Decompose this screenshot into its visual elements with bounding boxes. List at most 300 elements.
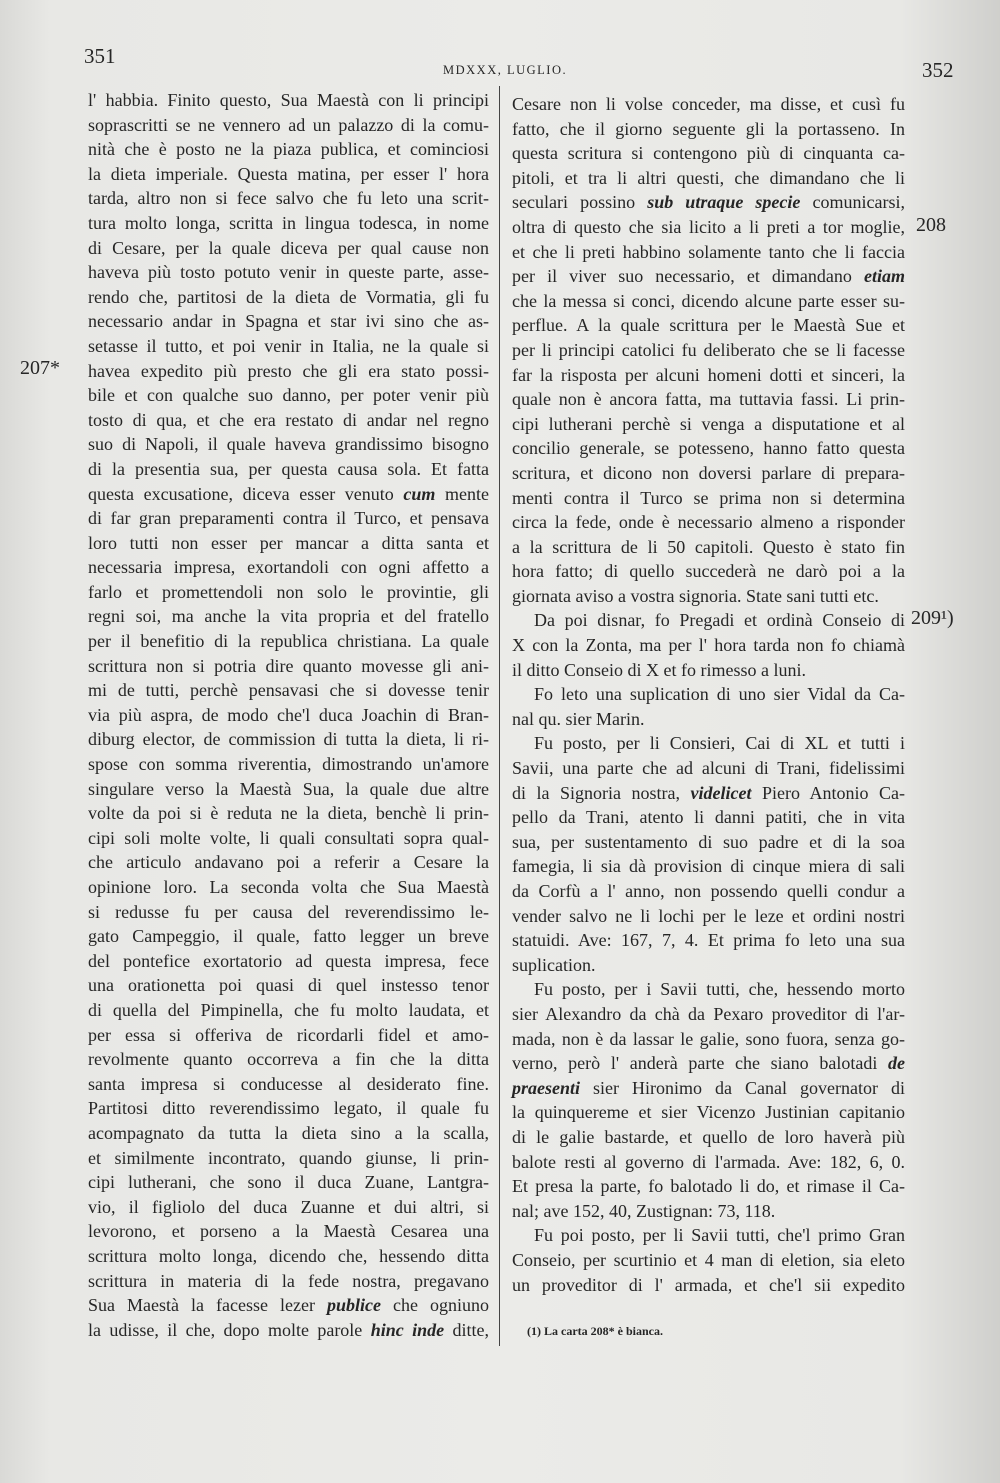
- text-line: [512, 1076, 905, 1101]
- text-line: [88, 826, 489, 851]
- text-line: [512, 1223, 905, 1248]
- text-run: Et presa la parte, fo balotado li do, et rimase il Ca-: [512, 1176, 905, 1197]
- line-text: [88, 1172, 489, 1192]
- text-line: [88, 1293, 489, 1318]
- text-run: verno, però l' anderà parte che siano balotadi: [512, 1053, 888, 1074]
- text-run: Fu poi posto, per li Savii tutti, che'l primo Gran: [534, 1225, 905, 1246]
- text-run: nal; ave 152, 40, Zustignan: 73, 118.: [512, 1200, 776, 1221]
- text-run: circa la fede, onde è necessario almeno a risponder: [512, 512, 905, 533]
- text-line: [88, 506, 489, 531]
- line-text: [88, 115, 489, 135]
- line-text: [512, 709, 644, 729]
- text-line: [512, 1273, 905, 1298]
- text-run: cipi lutherani, che sono il duca Zuane, Lantgra-: [88, 1172, 489, 1193]
- text-line: [88, 1096, 489, 1121]
- text-run: balote resti al governo di l'armada. Ave: 182, 6, 0.: [512, 1151, 905, 1172]
- text-line: [88, 703, 489, 728]
- text-run: et che li preti habbino solamente tanto che li faccia: [512, 241, 905, 262]
- column-divider: [499, 86, 500, 1346]
- line-text: [512, 1176, 905, 1196]
- line-text: [88, 902, 489, 922]
- text-line: [512, 559, 905, 584]
- text-line: [512, 215, 905, 240]
- text-run: menti contra il Turco se prima non si determina: [512, 487, 905, 508]
- text-line: [88, 1318, 489, 1343]
- line-text: [512, 463, 905, 483]
- text-run: scrittura non si potria dire quanto movesse gli ani-: [88, 655, 489, 676]
- text-run: rendo che, partitosi de la dieta de Vormatia, gli fu: [88, 286, 489, 307]
- text-run: diburg elector, de commission di tutta la dieta, li ri-: [88, 729, 489, 750]
- text-run: nal qu. sier Marin.: [512, 708, 645, 729]
- line-text: [88, 90, 489, 110]
- text-line: [512, 92, 905, 117]
- line-text: [512, 758, 905, 778]
- text-run: tarda, altro non si fece salvo che fu leto una scrit-: [88, 188, 489, 209]
- text-line: [88, 900, 489, 925]
- line-text: [88, 631, 489, 651]
- line-text: [88, 533, 489, 553]
- text-run: perflue. A la quale scrittura per le Maestà Sue et: [512, 315, 905, 336]
- text-run: giornata aviso a vostra signoria. State sani tutti etc.: [512, 585, 879, 606]
- text-run: del pontefice exortatorio ad questa impresa, fece: [88, 950, 489, 971]
- text-run: opinione loro. La seconda volta che Sua Maestà: [88, 877, 489, 897]
- text-run: levorono, et porseno a la Maestà Cesarea una: [88, 1221, 489, 1242]
- line-text: [512, 168, 905, 188]
- line-text: [88, 926, 489, 946]
- text-run: necessaria impresa, exortandoli con ogni affetto a: [88, 557, 489, 578]
- text-run: la udisse, il che, dopo molte parole: [88, 1319, 371, 1340]
- text-line: [88, 408, 489, 433]
- text-run: Piero Antonio Ca-: [751, 782, 905, 803]
- text-run: suplication.: [512, 954, 596, 975]
- line-text: [512, 1053, 905, 1073]
- text-line: [88, 482, 489, 507]
- line-text: [88, 1148, 489, 1168]
- line-text: [88, 828, 489, 848]
- line-text: [88, 680, 489, 700]
- line-text: [88, 606, 489, 626]
- text-line: [512, 953, 905, 978]
- line-text: [512, 217, 905, 237]
- line-text: [512, 315, 905, 335]
- text-line: [512, 781, 905, 806]
- line-text: [88, 1025, 489, 1045]
- paragraph: [512, 608, 905, 682]
- text-run: setasse il tutto, et poi venir in Italia, ne la quale si: [88, 335, 489, 356]
- line-text: [512, 783, 905, 803]
- text-run: necessario andar in Spagna et star ivi sino che as-: [88, 311, 489, 332]
- text-line: [88, 162, 489, 187]
- text-run: famegia, li sia dà provision di cinque miera di sali: [512, 856, 905, 877]
- text-line: [512, 461, 905, 486]
- text-run: per essa si offeriva de ricordarli fidel et amo-: [88, 1024, 489, 1045]
- text-line: [512, 928, 905, 953]
- line-text: [534, 610, 905, 630]
- text-run: di Cesare, per la quale diceva per qual cause non: [88, 237, 489, 258]
- line-text: [512, 1004, 905, 1024]
- line-text: [512, 1250, 905, 1270]
- text-run: comunicarsi,: [800, 192, 905, 213]
- text-run: sier Hironimo da Canal governator di: [580, 1077, 905, 1098]
- text-run: loro tutti non esser per mancar a ditta santa et: [88, 532, 489, 553]
- text-line: [512, 707, 905, 732]
- text-line: [512, 486, 905, 511]
- text-line: [88, 555, 489, 580]
- running-head: MDXXX, LUGLIO.: [443, 63, 568, 77]
- line-text: [512, 242, 905, 262]
- text-line: [88, 727, 489, 752]
- text-line: [512, 510, 905, 535]
- line-text: [88, 656, 489, 676]
- line-text: [512, 561, 905, 581]
- right-text-column: [512, 92, 905, 1297]
- text-line: [88, 211, 489, 236]
- text-run: di quella del Pimpinella, che fu molto laudata, et: [88, 999, 489, 1020]
- text-run: tura molto longa, scritta in lingua todesca, in nome: [88, 212, 489, 233]
- text-line: [512, 1199, 905, 1224]
- line-text: [88, 852, 489, 872]
- text-line: [88, 334, 489, 359]
- text-run: questa excusatione, diceva esser venuto: [88, 483, 404, 504]
- text-line: [88, 580, 489, 605]
- text-line: [512, 117, 905, 142]
- text-line: [512, 289, 905, 314]
- line-text: [88, 1320, 489, 1340]
- footnote: (1) La carta 208* è bianca.: [527, 1324, 663, 1338]
- text-run: la dieta imperiale. Questa matina, per esser l' hora: [88, 163, 489, 184]
- paragraph: [512, 1223, 905, 1297]
- line-text: [512, 438, 905, 458]
- italic-text: hinc inde: [370, 1319, 445, 1340]
- line-text: [534, 1225, 905, 1245]
- text-line: [88, 1170, 489, 1195]
- text-line: [88, 752, 489, 777]
- line-text: [512, 512, 905, 532]
- text-line: [88, 236, 489, 261]
- line-text: [88, 164, 489, 184]
- text-run: che ogniuno: [380, 1295, 489, 1316]
- left-text-column: [88, 88, 489, 1342]
- line-text: [88, 311, 489, 331]
- line-text: [88, 1000, 489, 1020]
- text-run: di la Signoria nostra,: [512, 782, 691, 803]
- text-run: bile et con qualche suo danno, per poter venir più: [88, 385, 489, 406]
- text-run: vio, il figliolo del duca Zuanne et dui altri, si: [88, 1196, 489, 1217]
- text-line: [512, 313, 905, 338]
- text-line: [88, 432, 489, 457]
- text-line: [88, 850, 489, 875]
- line-text: [534, 733, 905, 753]
- text-line: [88, 309, 489, 334]
- text-run: Da poi disnar, fo Pregadi et ordinà Conseio di: [534, 610, 905, 631]
- line-text: [88, 705, 489, 725]
- text-line: [512, 584, 905, 609]
- text-run: che articulo andavano poi a referir a Cesare la: [88, 852, 489, 873]
- text-line: [88, 260, 489, 285]
- text-run: revolmente quanto occorreva a fin che la ditta: [88, 1049, 489, 1070]
- line-text: [512, 414, 905, 434]
- text-run: spose con somma riverentia, dimostrando un'amore: [88, 754, 489, 775]
- line-text: [512, 832, 905, 852]
- text-run: Fo leto una suplication di uno sier Vidal da Ca-: [534, 684, 905, 705]
- line-text: [512, 1201, 775, 1221]
- text-run: gato Campeggio, il quale, fatto legger un breve: [88, 926, 489, 947]
- line-text: [88, 262, 489, 282]
- text-run: acompagnato da tutta la dieta sino a la scalla,: [88, 1122, 489, 1143]
- text-line: [512, 731, 905, 756]
- line-text: [512, 119, 905, 139]
- text-run: soprascritti se ne vennero ad un palazzo di la comu-: [88, 114, 489, 135]
- text-line: [88, 88, 489, 113]
- line-text: [88, 1098, 489, 1118]
- text-run: vender salvo ne li lochi per le leze et ordini nostri: [512, 905, 905, 926]
- line-text: [88, 484, 489, 504]
- text-run: regni soi, ma anche la vita propria et del fratello: [88, 606, 489, 627]
- line-text: [88, 1197, 489, 1217]
- line-text: [88, 877, 489, 897]
- text-line: [512, 338, 905, 363]
- text-run: et similmente incontrato, quando giunse, li prin-: [88, 1147, 489, 1168]
- line-text: [512, 488, 905, 508]
- text-run: Savii, una parte che ad alcuni di Trani, fidelissimi: [512, 758, 905, 779]
- text-line: [512, 412, 905, 437]
- line-text: [88, 238, 489, 258]
- text-line: [512, 1248, 905, 1273]
- text-run: Conseio, per scurtinio et 4 man di eletion, sia eleto: [512, 1249, 905, 1270]
- text-run: a la scrittura de li 50 capitoli. Questo è stato fin: [512, 536, 905, 557]
- line-text: [88, 410, 489, 430]
- text-run: Fu posto, per li Consieri, Cai di XL et tutti i: [534, 733, 905, 754]
- text-run: che la messa si conci, dicendo alcune parte esser su-: [512, 290, 905, 311]
- text-line: [512, 264, 905, 289]
- line-text: [88, 361, 489, 381]
- text-run: per il benefitio di la republica christiana. La quale: [88, 631, 489, 652]
- line-text: [534, 979, 905, 999]
- text-run: scrittura molto longa, dicendo che, hessendo ditta: [88, 1245, 489, 1266]
- text-run: volte da poi si è reduta ne la dieta, benchè li prin-: [88, 803, 489, 824]
- text-line: [88, 1269, 489, 1294]
- text-run: sier Alexandro da chà da Pexaro proveditor di l'ar-: [512, 1003, 905, 1024]
- text-line: [88, 973, 489, 998]
- text-line: [88, 359, 489, 384]
- text-run: una orationetta poi quasi di quel instesso tenor: [88, 975, 489, 996]
- text-run: di le galie bastarde, et quello de loro haverà più: [512, 1126, 905, 1147]
- line-text: [88, 557, 489, 577]
- line-text: [88, 1074, 489, 1094]
- text-line: [88, 531, 489, 556]
- paragraph: [512, 731, 905, 977]
- text-line: [88, 1146, 489, 1171]
- line-text: [88, 434, 489, 454]
- text-line: [88, 1195, 489, 1220]
- text-line: [88, 457, 489, 482]
- paragraph: [512, 92, 905, 608]
- text-run: singulare verso la Maestà Sua, la quale due altre: [88, 778, 489, 799]
- text-run: ditte,: [444, 1319, 490, 1340]
- text-line: [88, 801, 489, 826]
- line-text: [88, 385, 489, 405]
- text-line: [512, 658, 905, 683]
- text-run: Cesare non li volse conceder, ma disse, et cusì fu: [512, 94, 905, 114]
- text-line: [512, 1002, 905, 1027]
- text-run: suo di Napoli, il quale haveva grandissimo bisogno: [88, 434, 489, 455]
- text-line: [512, 805, 905, 830]
- text-run: havea expedito più presto che gli era stato possi-: [88, 360, 489, 381]
- text-line: [512, 190, 905, 215]
- text-line: [88, 1047, 489, 1072]
- line-text: [512, 930, 905, 950]
- text-run: quale non è ancora fatta, ma tuttavia fassi. Li prin-: [512, 389, 905, 410]
- text-line: [88, 949, 489, 974]
- line-text: [88, 508, 489, 528]
- text-run: oltra di questo che sia licito a li preti a tor moglie,: [512, 216, 905, 237]
- line-text: [88, 1123, 489, 1143]
- line-text: [512, 635, 905, 655]
- text-line: [512, 1150, 905, 1175]
- text-line: [512, 436, 905, 461]
- line-text: [512, 881, 905, 901]
- text-line: [88, 113, 489, 138]
- text-run: il ditto Conseio di X et fo rimesso a luni.: [512, 659, 806, 680]
- line-text: [512, 1078, 905, 1098]
- paragraph: [88, 88, 489, 1342]
- italic-text: praesenti: [512, 1077, 581, 1098]
- text-line: [512, 854, 905, 879]
- text-line: [88, 678, 489, 703]
- line-text: [88, 1271, 489, 1291]
- text-run: un proveditor di l' armada, et che'l sii expedito: [512, 1274, 905, 1295]
- margin-note-right: 208: [916, 214, 946, 236]
- text-line: [512, 363, 905, 388]
- text-run: scritura, et dicono non doversi parlare di prepara-: [512, 462, 905, 483]
- text-run: Partitosi ditto reverendissimo legato, il quale fu: [88, 1098, 489, 1119]
- text-run: via più aspra, de modo che'l duca Joachin di Bran-: [88, 704, 489, 725]
- text-run: tosto di qua, et che era restato di andar nel regno: [88, 409, 489, 430]
- text-run: Sua Maestà la facesse lezer: [88, 1295, 327, 1316]
- text-line: [512, 830, 905, 855]
- text-line: [512, 535, 905, 560]
- italic-text: etiam: [864, 266, 905, 287]
- line-text: [88, 1246, 489, 1266]
- line-text: [88, 803, 489, 823]
- text-run: mente: [435, 483, 490, 504]
- text-line: [512, 166, 905, 191]
- line-text: [512, 291, 905, 311]
- text-run: statuidi. Ave: 167, 7, 4. Et prima fo leto una sua: [512, 930, 905, 951]
- text-line: [512, 1125, 905, 1150]
- line-text: [512, 660, 806, 680]
- text-line: [512, 682, 905, 707]
- line-text: [512, 906, 905, 926]
- text-run: l' habbia. Finito questo, Sua Maestà con li principi: [88, 90, 489, 110]
- text-line: [512, 608, 905, 633]
- line-text: [88, 779, 489, 799]
- text-run: far la risposta per alcuni homeni dotti et sinceri, la: [512, 364, 905, 385]
- line-text: [512, 1152, 905, 1172]
- text-line: [88, 186, 489, 211]
- italic-text: videlicet: [690, 782, 752, 803]
- line-text: [512, 94, 905, 114]
- line-text: [88, 459, 489, 479]
- text-run: haveva più tosto potuto venir in queste parte, asse-: [88, 262, 489, 283]
- page-number-left: 351: [84, 44, 116, 68]
- italic-text: publice: [326, 1295, 381, 1316]
- text-run: di la presentia sua, per questa causa sola. Et fatta: [88, 458, 489, 479]
- text-line: [512, 1174, 905, 1199]
- text-line: [88, 604, 489, 629]
- line-text: [512, 586, 879, 606]
- text-run: fatto, che il giorno seguente gli la portasseno. In: [512, 118, 905, 139]
- text-line: [512, 633, 905, 658]
- text-line: [512, 904, 905, 929]
- margin-note-left: 207*: [20, 357, 60, 379]
- line-text: [88, 1295, 489, 1315]
- text-line: [512, 141, 905, 166]
- margin-note-right: 209¹): [911, 607, 954, 629]
- text-run: mada, non è da lassar le galie, sono fuora, senza go-: [512, 1028, 905, 1049]
- line-text: [512, 1029, 905, 1049]
- line-text: [88, 582, 489, 602]
- text-line: [88, 1219, 489, 1244]
- italic-text: de: [888, 1053, 905, 1074]
- text-run: Fu posto, per i Savii tutti, che, hessendo morto: [534, 979, 905, 1000]
- line-text: [88, 951, 489, 971]
- text-run: santa impresa si conducesse al desiderato fine.: [88, 1073, 489, 1094]
- text-line: [512, 387, 905, 412]
- line-text: [512, 955, 596, 975]
- page-number-right: 352: [922, 58, 954, 82]
- text-run: pitoli, et tra li altri questi, che dimandano che li: [512, 167, 905, 188]
- line-text: [512, 1102, 905, 1122]
- text-run: la quinquereme et sier Vicenzo Justinian capitanio: [512, 1102, 905, 1123]
- text-run: hora fatto; di quello succederà ne darò poi a la: [512, 561, 905, 582]
- line-text: [512, 365, 905, 385]
- text-run: farlo et promettendoli non solo le provintie, gli: [88, 581, 489, 602]
- line-text: [88, 975, 489, 995]
- text-run: mi de tutti, perchè pensavasi che si dovesse tenir: [88, 680, 489, 701]
- text-line: [88, 654, 489, 679]
- text-run: cipi lutherani perchè si venga a disputatione et al: [512, 413, 905, 434]
- text-line: [88, 1072, 489, 1097]
- text-run: da Corfù a l' anno, non possendo quelli condur a: [512, 881, 905, 901]
- text-run: si redusse fu per causa del reverendissimo le-: [88, 901, 489, 922]
- line-text: [512, 266, 905, 286]
- text-run: scrittura in materia di la fede nostra, pregavano: [88, 1270, 489, 1291]
- line-text: [512, 807, 905, 827]
- line-text: [88, 1221, 489, 1241]
- text-line: [512, 240, 905, 265]
- line-text: [512, 537, 905, 557]
- line-text: [88, 287, 489, 307]
- text-line: [512, 1100, 905, 1125]
- paragraph: [512, 682, 905, 731]
- text-run: sua, per sustentamento di suo padre et di la soa: [512, 831, 905, 852]
- text-line: [88, 629, 489, 654]
- line-text: [88, 213, 489, 233]
- text-line: [88, 285, 489, 310]
- italic-text: sub utraque specie: [647, 192, 801, 213]
- text-run: nità che è posto ne la piaza publica, et cominciosi: [88, 139, 489, 160]
- line-text: [512, 389, 905, 409]
- line-text: [512, 1127, 905, 1147]
- text-run: X con la Zonta, ma per l' hora tarda non fo chiamà: [512, 635, 905, 656]
- text-line: [512, 1027, 905, 1052]
- text-run: questa scritura si contengono più di cinquanta ca-: [512, 143, 905, 164]
- italic-text: cum: [403, 483, 436, 504]
- text-run: cipi soli molte volte, li quali consultati sopra qual-: [88, 827, 489, 848]
- text-line: [88, 137, 489, 162]
- line-text: [512, 1275, 905, 1295]
